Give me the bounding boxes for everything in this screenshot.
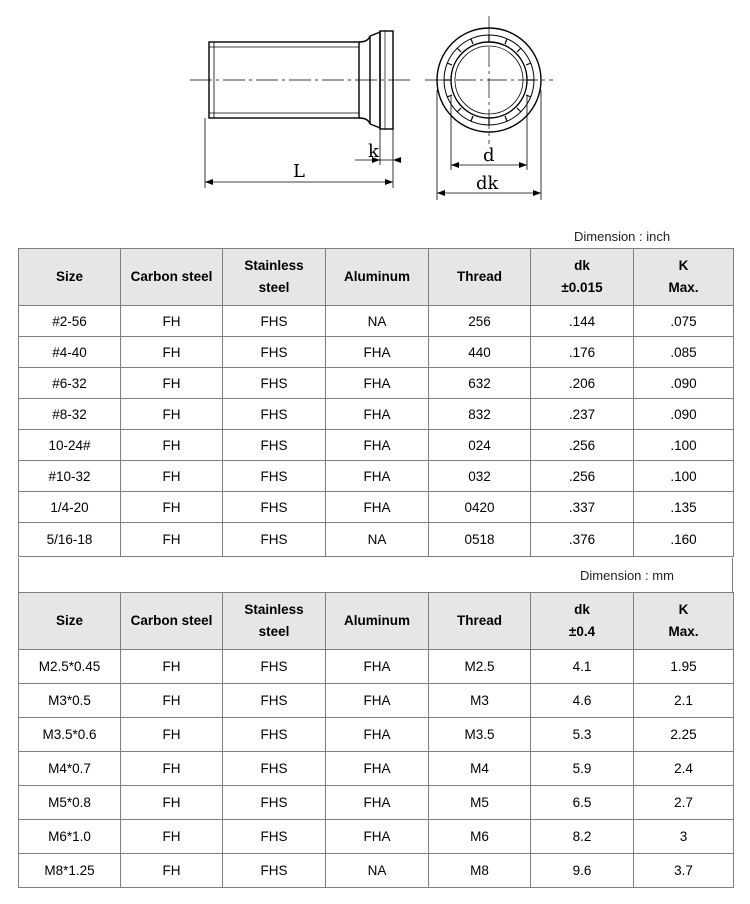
header-k-line1: K	[678, 602, 689, 617]
cell-size: 10-24#	[19, 430, 121, 461]
header-dk-line1: dk	[574, 258, 590, 273]
cell-k: 3	[634, 820, 734, 854]
cell-stainless-steel: FHS	[223, 399, 326, 430]
cell-dk: .256	[531, 461, 634, 492]
cell-carbon-steel: FH	[121, 337, 223, 368]
cell-aluminum: FHA	[326, 752, 429, 786]
cell-aluminum: NA	[326, 306, 429, 337]
table-header-row	[19, 249, 734, 306]
table-row	[19, 430, 734, 461]
cell-carbon-steel: FH	[121, 306, 223, 337]
cell-size: M6*1.0	[19, 820, 121, 854]
cell-aluminum: FHA	[326, 399, 429, 430]
label-L: L	[293, 161, 305, 182]
cell-k: 2.1	[634, 684, 734, 718]
cell-size: M3.5*0.6	[19, 718, 121, 752]
cell-k: .090	[634, 368, 734, 399]
header-stainless-line1: Stainless	[244, 602, 304, 617]
cell-dk: .237	[531, 399, 634, 430]
table-row	[19, 752, 734, 786]
inch-dimension-table	[18, 248, 734, 557]
cell-stainless-steel: FHS	[223, 368, 326, 399]
cell-size: #6-32	[19, 368, 121, 399]
cell-k: .135	[634, 492, 734, 523]
cell-k: 2.4	[634, 752, 734, 786]
cell-dk: .337	[531, 492, 634, 523]
header-dk-tolerance: ±0.4	[568, 624, 596, 639]
cell-stainless-steel: FHS	[223, 820, 326, 854]
cell-stainless-steel: FHS	[223, 461, 326, 492]
cell-stainless-steel: FHS	[223, 337, 326, 368]
cell-stainless-steel: FHS	[223, 718, 326, 752]
header-size: Size	[19, 249, 121, 306]
header-aluminum: Aluminum	[326, 593, 429, 650]
cell-stainless-steel: FHS	[223, 430, 326, 461]
dimension-note-mm: Dimension : mm	[580, 568, 674, 583]
cell-size: #2-56	[19, 306, 121, 337]
table-row	[19, 337, 734, 368]
label-dk: dk	[476, 173, 499, 194]
label-d: d	[483, 145, 495, 166]
cell-carbon-steel: FH	[121, 786, 223, 820]
table-row	[19, 684, 734, 718]
table-header-row	[19, 593, 734, 650]
cell-dk: 6.5	[531, 786, 634, 820]
header-carbon-steel: Carbon steel	[121, 593, 223, 650]
cell-carbon-steel: FH	[121, 650, 223, 684]
cell-carbon-steel: FH	[121, 368, 223, 399]
cell-size: M8*1.25	[19, 854, 121, 888]
cell-size: 5/16-18	[19, 523, 121, 557]
header-thread: Thread	[429, 249, 531, 306]
cell-dk: 5.9	[531, 752, 634, 786]
cell-dk: .144	[531, 306, 634, 337]
cell-thread: M3	[429, 684, 531, 718]
cell-stainless-steel: FHS	[223, 752, 326, 786]
cell-carbon-steel: FH	[121, 430, 223, 461]
header-size: Size	[19, 593, 121, 650]
header-stainless-line2: steel	[258, 280, 290, 295]
cell-stainless-steel: FHS	[223, 523, 326, 557]
cell-thread: M3.5	[429, 718, 531, 752]
cell-thread: 024	[429, 430, 531, 461]
cell-carbon-steel: FH	[121, 718, 223, 752]
cell-k: .160	[634, 523, 734, 557]
cell-aluminum: FHA	[326, 492, 429, 523]
cell-stainless-steel: FHS	[223, 306, 326, 337]
table-row	[19, 461, 734, 492]
cell-aluminum: NA	[326, 854, 429, 888]
cell-thread: 0518	[429, 523, 531, 557]
cell-aluminum: FHA	[326, 820, 429, 854]
header-stainless-line2: steel	[258, 624, 290, 639]
cell-dk: 5.3	[531, 718, 634, 752]
table-row	[19, 718, 734, 752]
cell-thread: M6	[429, 820, 531, 854]
header-thread: Thread	[429, 593, 531, 650]
table-row	[19, 399, 734, 430]
cell-aluminum: FHA	[326, 718, 429, 752]
cell-k: .090	[634, 399, 734, 430]
label-k: k	[368, 141, 379, 162]
cell-size: M4*0.7	[19, 752, 121, 786]
cell-aluminum: FHA	[326, 650, 429, 684]
cell-thread: M4	[429, 752, 531, 786]
header-k-line2: Max.	[668, 280, 699, 295]
cell-aluminum: FHA	[326, 368, 429, 399]
header-k	[634, 593, 734, 650]
cell-dk: 8.2	[531, 820, 634, 854]
table-row	[19, 786, 734, 820]
cell-k: 2.7	[634, 786, 734, 820]
cell-dk: .206	[531, 368, 634, 399]
table-row	[19, 854, 734, 888]
header-carbon-steel: Carbon steel	[121, 249, 223, 306]
cell-stainless-steel: FHS	[223, 854, 326, 888]
cell-size: #4-40	[19, 337, 121, 368]
header-stainless-steel	[223, 249, 326, 306]
cell-dk: 4.1	[531, 650, 634, 684]
cell-carbon-steel: FH	[121, 752, 223, 786]
cell-aluminum: NA	[326, 523, 429, 557]
cell-thread: M5	[429, 786, 531, 820]
cell-carbon-steel: FH	[121, 684, 223, 718]
fastener-technical-drawing	[0, 0, 750, 215]
cell-k: 2.25	[634, 718, 734, 752]
cell-aluminum: FHA	[326, 684, 429, 718]
cell-aluminum: FHA	[326, 430, 429, 461]
mm-dimension-table	[18, 592, 734, 888]
header-dk	[531, 593, 634, 650]
table-row	[19, 368, 734, 399]
header-stainless-line1: Stainless	[244, 258, 304, 273]
cell-stainless-steel: FHS	[223, 786, 326, 820]
cell-thread: 0420	[429, 492, 531, 523]
cell-carbon-steel: FH	[121, 399, 223, 430]
cell-k: .085	[634, 337, 734, 368]
cell-thread: 032	[429, 461, 531, 492]
table-row	[19, 306, 734, 337]
cell-thread: 832	[429, 399, 531, 430]
cell-k: 1.95	[634, 650, 734, 684]
cell-aluminum: FHA	[326, 461, 429, 492]
cell-k: 3.7	[634, 854, 734, 888]
header-k-line1: K	[678, 258, 689, 273]
cell-k: .100	[634, 430, 734, 461]
cell-size: #10-32	[19, 461, 121, 492]
cell-k: .100	[634, 461, 734, 492]
cell-carbon-steel: FH	[121, 492, 223, 523]
table-row	[19, 523, 734, 557]
table-row	[19, 492, 734, 523]
cell-thread: 440	[429, 337, 531, 368]
header-k	[634, 249, 734, 306]
cell-carbon-steel: FH	[121, 854, 223, 888]
cell-size: #8-32	[19, 399, 121, 430]
table-row	[19, 650, 734, 684]
cell-carbon-steel: FH	[121, 523, 223, 557]
cell-thread: M8	[429, 854, 531, 888]
cell-dk: .376	[531, 523, 634, 557]
cell-thread: 256	[429, 306, 531, 337]
cell-aluminum: FHA	[326, 786, 429, 820]
cell-dk: 9.6	[531, 854, 634, 888]
header-dk-line1: dk	[574, 602, 590, 617]
header-aluminum: Aluminum	[326, 249, 429, 306]
cell-carbon-steel: FH	[121, 461, 223, 492]
header-k-line2: Max.	[668, 624, 699, 639]
cell-aluminum: FHA	[326, 337, 429, 368]
cell-stainless-steel: FHS	[223, 492, 326, 523]
cell-dk: .256	[531, 430, 634, 461]
table-row	[19, 820, 734, 854]
header-dk	[531, 249, 634, 306]
cell-size: 1/4-20	[19, 492, 121, 523]
cell-stainless-steel: FHS	[223, 684, 326, 718]
dimension-note-inch: Dimension : inch	[574, 229, 671, 244]
cell-size: M5*0.8	[19, 786, 121, 820]
cell-thread: M2.5	[429, 650, 531, 684]
header-dk-tolerance: ±0.015	[561, 280, 603, 295]
cell-thread: 632	[429, 368, 531, 399]
cell-stainless-steel: FHS	[223, 650, 326, 684]
cell-carbon-steel: FH	[121, 820, 223, 854]
cell-size: M3*0.5	[19, 684, 121, 718]
header-stainless-steel	[223, 593, 326, 650]
cell-k: .075	[634, 306, 734, 337]
cell-dk: .176	[531, 337, 634, 368]
cell-size: M2.5*0.45	[19, 650, 121, 684]
cell-dk: 4.6	[531, 684, 634, 718]
